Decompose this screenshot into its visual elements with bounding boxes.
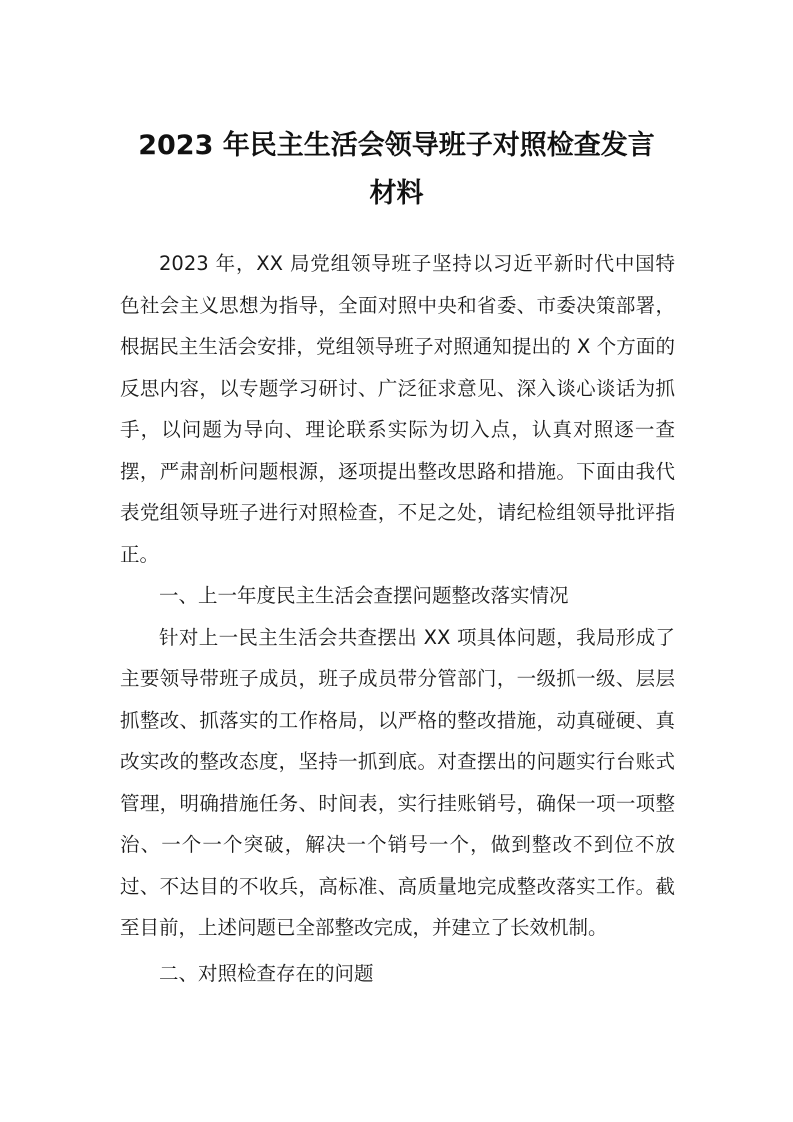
- document-title-line-1: 2023 年民主生活会领导班子对照检查发言: [138, 130, 655, 161]
- section-heading-1: 一、上一年度民主生活会查摆问题整改落实情况: [159, 584, 569, 607]
- document-title-line-2: 材料: [369, 178, 424, 209]
- section-1-paragraph: 针对上一民主生活会共查摆出 XX 项具体问题，我局形成了主要领导带班子成员，班子成员带分管部门，一级抓一级、层层抓整改、抓落实的工作格局，以严格的整改措施，动真碰硬、真改实改的整改态度，坚持一抓到底。对查摆出的问题实行台账式管理，明确措施任务、时间表，实行挂账销号，确保一项一项整治、一个一个突破，解决一个销号一个，做到整改不到位不放过、不达目的不收兵，高标准、高质量地完成整改落实工作。截至目前，上述问题已全部整改完成，并建立了长效机制。: [120, 625, 675, 939]
- intro-paragraph: 2023 年，XX 局党组领导班子坚持以习近平新时代中国特色社会主义思想为指导，全面对照中央和省委、市委决策部署，根据民主生活会安排，党组领导班子对照通知提出的 X 个方面的反思内容，以专题学习研讨、广泛征求意见、深入谈心谈话为抓手，以问题为导向、理论联系实际为切入点，认真对照逐一查摆，严肃剖析问题根源，逐项提出整改思路和措施。下面由我代表党组领导班子进行对照检查，不足之处，请纪检组领导批评指正。: [120, 252, 675, 566]
- document-body: [120, 243, 675, 994]
- section-heading-2: 二、对照检查存在的问题: [159, 961, 374, 985]
